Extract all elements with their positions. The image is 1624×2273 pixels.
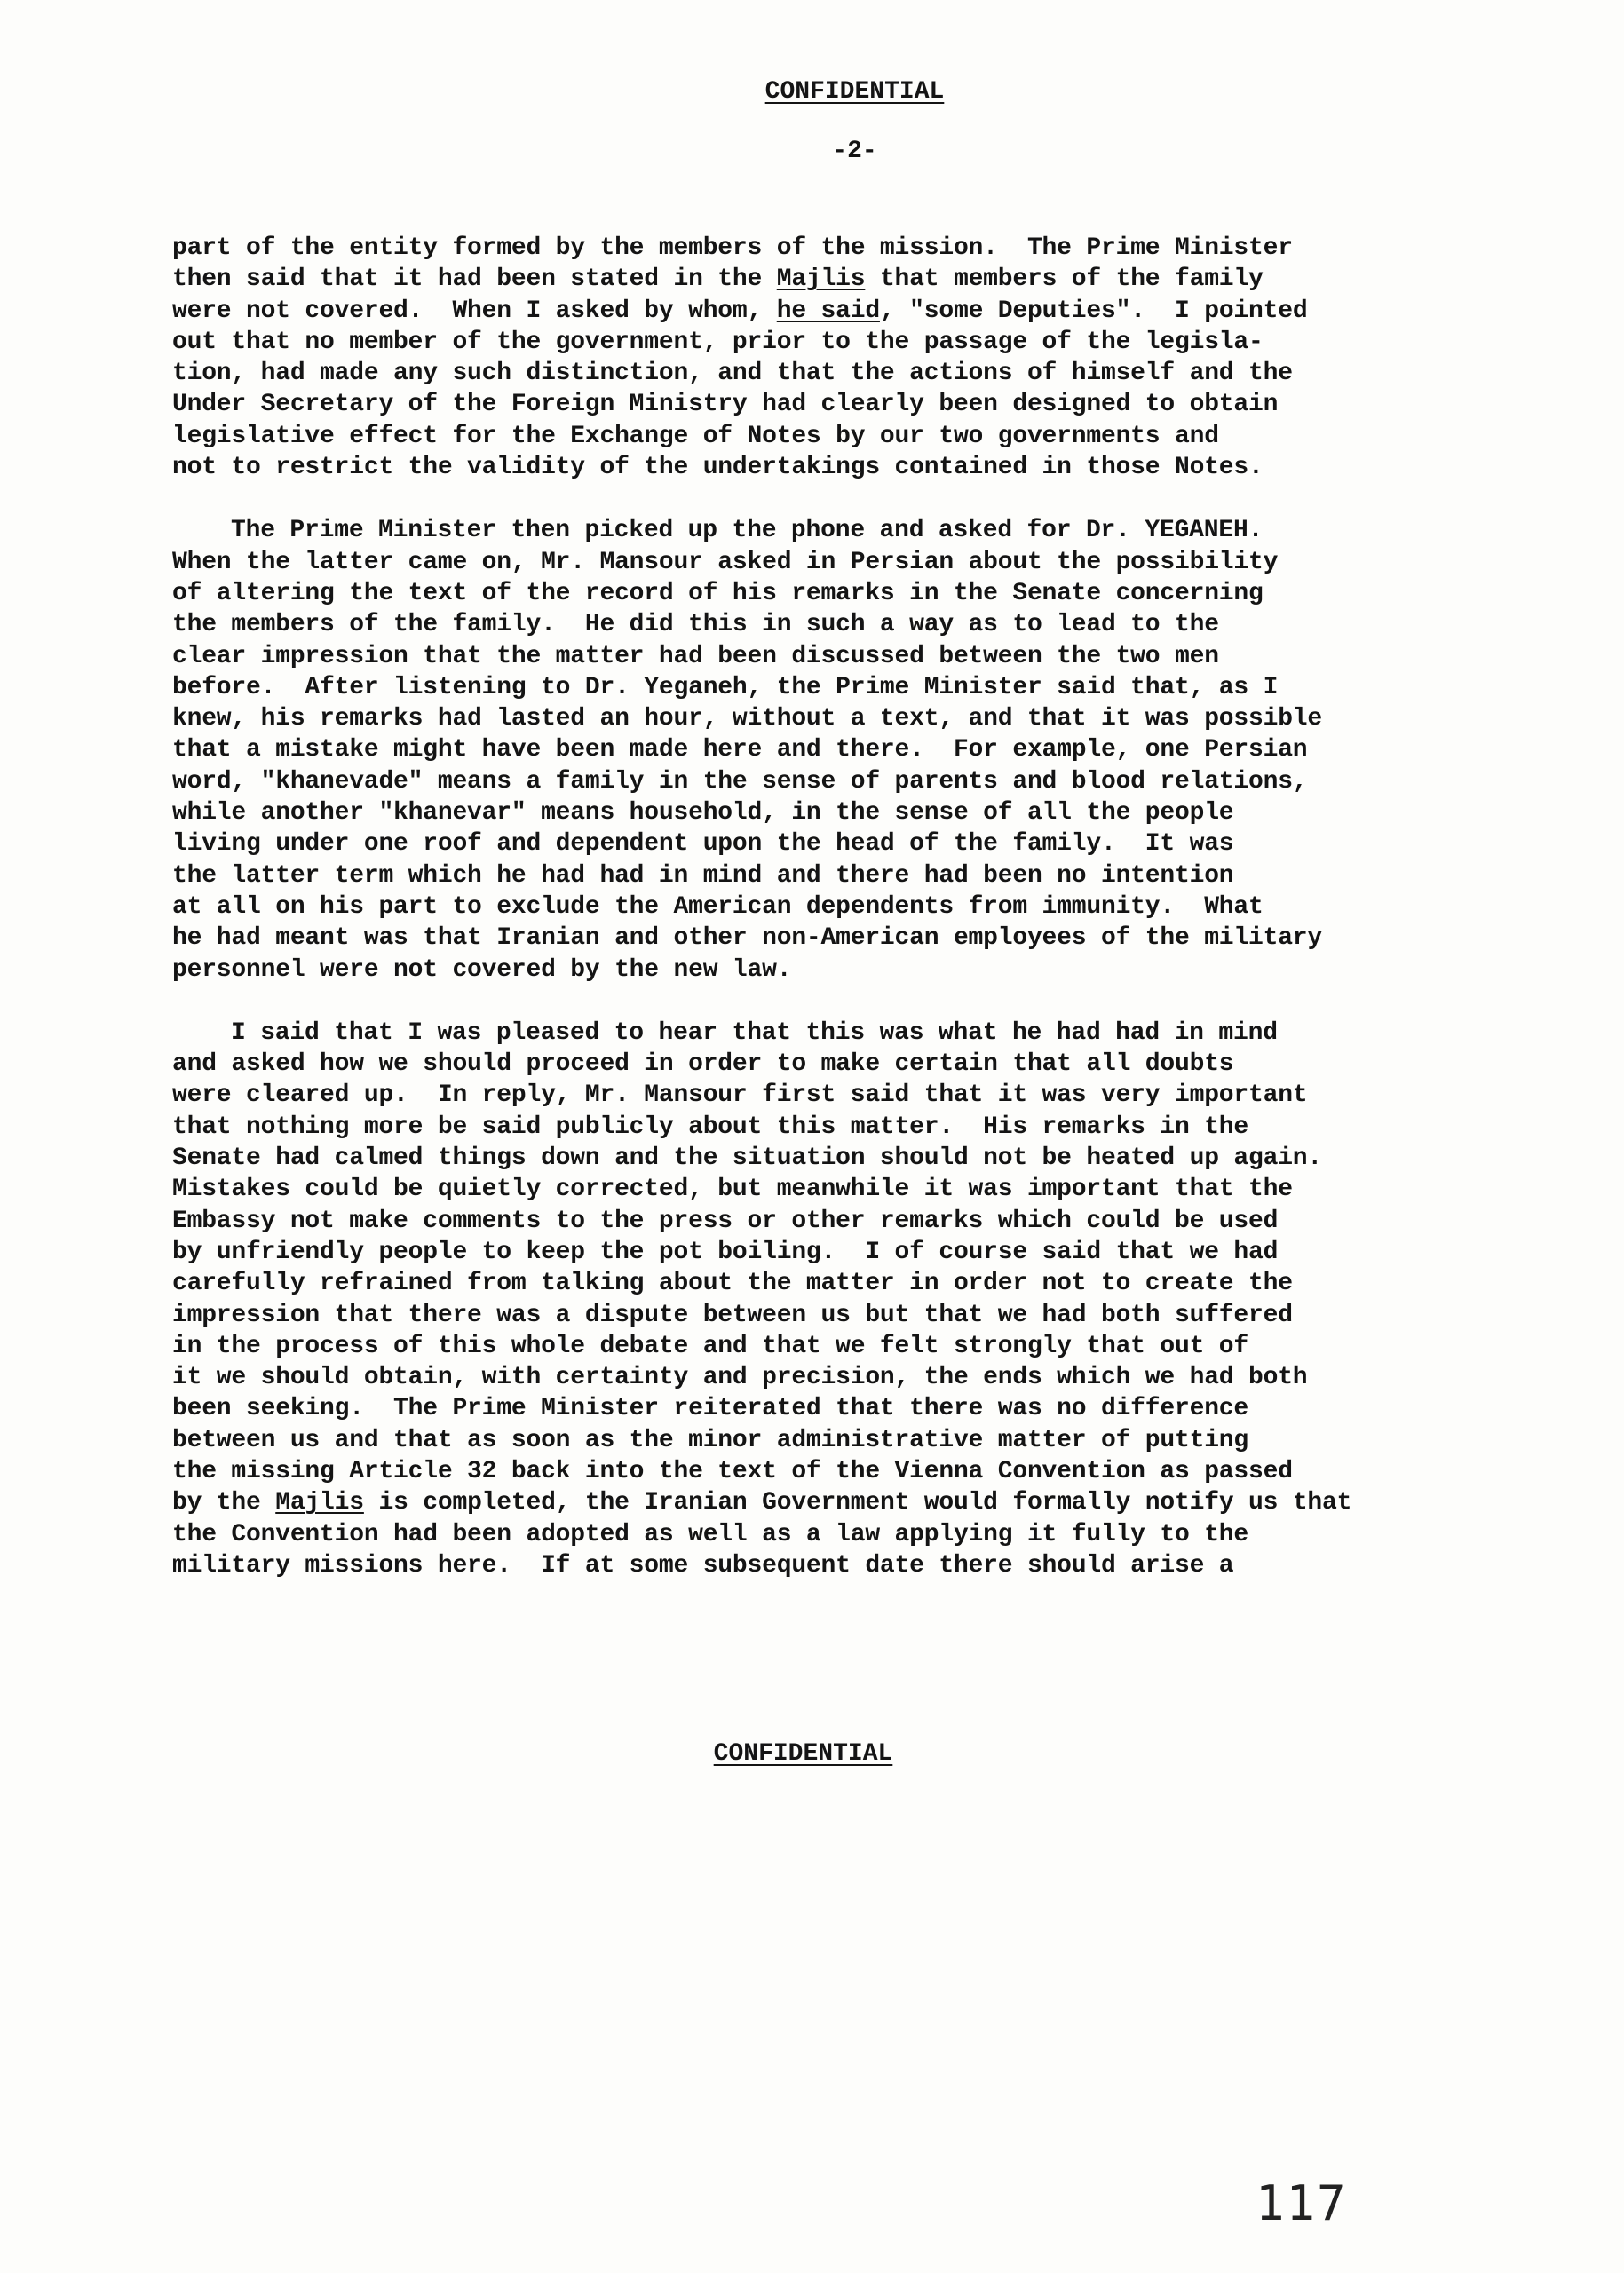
header-classification [43, 78, 1624, 106]
text-line: living under one roof and dependent upon the head of the family. It was [172, 830, 1234, 859]
text-line: the latter term which he had had in mind and there had been no intention [172, 861, 1234, 890]
text-line: The Prime Minister then picked up the phone and asked for Dr. YEGANEH. [231, 517, 1264, 545]
text-line: personnel were not covered by the new law. [172, 955, 792, 984]
text-line: that a mistake might have been made here and there. For example, one Persian [172, 736, 1308, 764]
text-line: knew, his remarks had lasted an hour, without a text, and that it was possible [172, 705, 1323, 733]
text-line: before. After listening to Dr. Yeganeh, the Prime Minister said that, as I [172, 673, 1279, 701]
text-line: military missions here. If at some subsequent date there should arise a [172, 1551, 1234, 1580]
text-line: then said that it had been stated in the Majlis that members of the family [172, 265, 1264, 294]
text-line: clear impression that the matter had been discussed between the two men [172, 642, 1219, 670]
text-line: legislative effect for the Exchange of Notes by our two governments and [172, 422, 1219, 450]
text-line: in the process of this whole debate and that we felt strongly that out of [172, 1332, 1248, 1360]
text-line: Senate had calmed things down and the situation should not be heated up again. [172, 1144, 1323, 1173]
text-line: carefully refrained from talking about the matter in order not to create the [172, 1270, 1293, 1298]
underlined-term: Majlis [776, 265, 866, 294]
text-line: tion, had made any such distinction, and that the actions of himself and the [172, 360, 1293, 388]
underlined-term: Majlis [275, 1489, 364, 1517]
text-line: by the Majlis is completed, the Iranian Government would formally notify us that [172, 1489, 1352, 1517]
text-line: were cleared up. In reply, Mr. Mansour first said that it was very important [172, 1081, 1308, 1110]
text-line: Embassy not make comments to the press or other remarks which could be used [172, 1207, 1279, 1235]
text-line: impression that there was a dispute between us but that we had both suffered [172, 1301, 1293, 1329]
text-line: at all on his part to exclude the American dependents from immunity. What [172, 892, 1264, 921]
text-line: between us and that as soon as the minor administrative matter of putting [172, 1426, 1248, 1454]
paragraph-3 [172, 1018, 1460, 1581]
text-line: Mistakes could be quietly corrected, but meanwhile it was important that the [172, 1176, 1293, 1204]
text-line: the missing Article 32 back into the text of the Vienna Convention as passed [172, 1457, 1293, 1485]
text-line: been seeking. The Prime Minister reiterated that there was no difference [172, 1395, 1248, 1423]
text-line: out that no member of the government, prior to the passage of the legisla- [172, 328, 1264, 356]
text-line: the members of the family. He did this in such a way as to lead to the [172, 611, 1219, 639]
footer-classification [0, 1740, 1615, 1768]
text-line: of altering the text of the record of his remarks in the Senate concerning [172, 579, 1264, 607]
text-line: by unfriendly people to keep the pot boiling. I of course said that we had [172, 1238, 1279, 1266]
text-line: and asked how we should proceed in order to make certain that all doubts [172, 1050, 1234, 1079]
text-line: When the latter came on, Mr. Mansour asked in Persian about the possibility [172, 548, 1279, 576]
text-line: it we should obtain, with certainty and precision, the ends which we had both [172, 1364, 1308, 1392]
text-line: Under Secretary of the Foreign Ministry had clearly been designed to obtain [172, 391, 1279, 419]
text-line: he had meant was that Iranian and other non-American employees of the military [172, 924, 1323, 953]
footer-classification-text: CONFIDENTIAL [713, 1740, 893, 1768]
text-line: part of the entity formed by the members of the mission. The Prime Minister [172, 234, 1293, 262]
header-classification-text: CONFIDENTIAL [764, 78, 945, 106]
page-number: -2- [832, 138, 877, 165]
text-line: that nothing more be said publicly about this matter. His remarks in the [172, 1113, 1248, 1141]
paragraph-2 [172, 515, 1460, 985]
underlined-term: he said [776, 297, 880, 325]
folio-number: 117 [1256, 2175, 1348, 2231]
text-line: I said that I was pleased to hear that this was what he had had in mind [231, 1018, 1278, 1047]
text-line: the Convention had been adopted as well as a law applying it fully to the [172, 1520, 1248, 1548]
text-line: while another "khanevar" means household, in the sense of all the people [172, 799, 1234, 828]
text-line: were not covered. When I asked by whom, he said, "some Deputies". I pointed [172, 297, 1308, 325]
text-line: not to restrict the validity of the undertakings contained in those Notes. [172, 454, 1264, 482]
text-line: word, "khanevade" means a family in the sense of parents and blood relations, [172, 767, 1308, 796]
document-body [172, 233, 1460, 1613]
paragraph-1 [172, 233, 1460, 483]
